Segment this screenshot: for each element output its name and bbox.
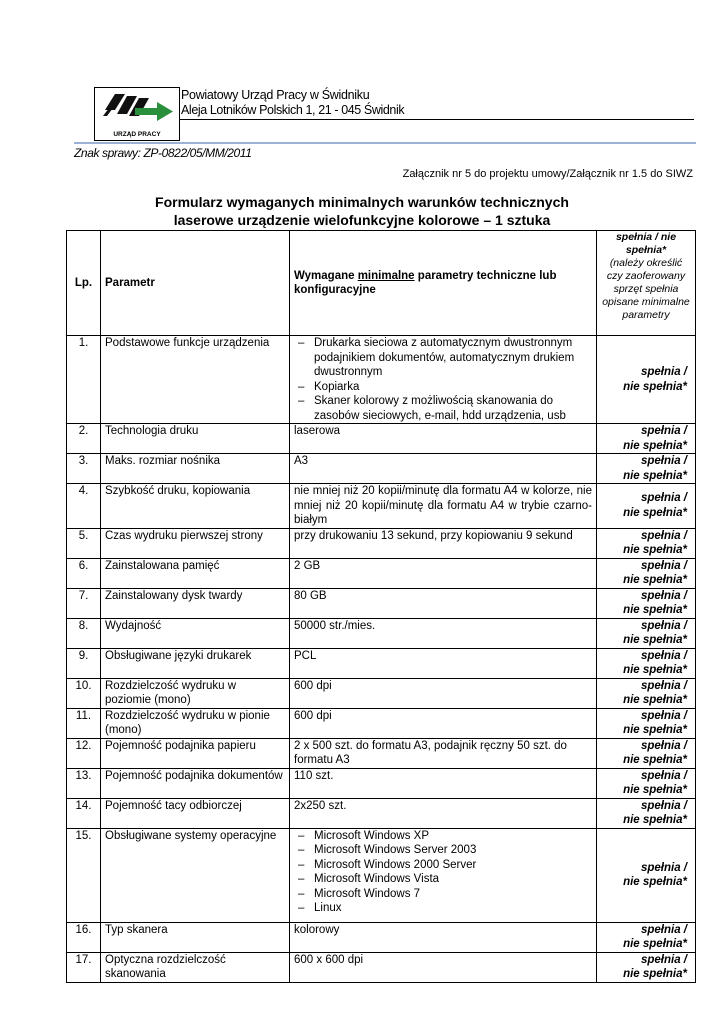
status-yes: spełnia / [640,425,687,437]
attachment-note: Załącznik nr 5 do projektu umowy/Załącznik nr 1.5 do SIWZ [402,168,693,180]
status-no: nie spełnia* [623,784,687,796]
status-no: nie spełnia* [623,439,687,452]
row-requirement: 2 GB [290,558,597,588]
status-yes: spełnia / [640,649,687,662]
status-no: nie spełnia* [623,694,687,706]
row-lp: 16. [67,922,101,952]
status-no: nie spełnia* [623,968,687,980]
row-status [597,528,696,558]
row-lp: 15. [67,828,101,922]
table-row [67,484,696,529]
table-row [67,558,696,588]
table-row [67,424,696,454]
row-parameter: Podstawowe funkcje urządzenia [101,336,290,424]
table-row [67,768,696,798]
status-yes: spełnia / [640,619,687,632]
row-status [597,922,696,952]
row-requirement: przy drukowaniu 13 sekund, przy kopiowaniu 9 sekund [290,528,597,558]
requirement-item: – Linux [294,901,592,916]
row-parameter: Obsługiwane języki drukarek [101,648,290,678]
status-no: nie spełnia* [623,814,687,826]
row-parameter: Maks. rozmiar nośnika [101,454,290,484]
row-requirement: 600 x 600 dpi [290,952,597,982]
status-no: nie spełnia* [623,544,687,556]
req-header-underlined: minimalne [357,269,415,282]
table-row [67,738,696,768]
requirement-item: – Microsoft Windows Vista [294,872,592,887]
table-row [67,336,696,424]
row-status [597,618,696,648]
status-no: nie spełnia* [623,754,687,766]
status-yes: spełnia / [640,492,687,505]
row-requirement: 2x250 szt. [290,798,597,828]
status-no: nie spełnia* [623,380,687,393]
status-yes: spełnia / [640,709,687,722]
row-lp: 14. [67,798,101,828]
row-status [597,798,696,828]
status-no: nie spełnia* [623,876,687,888]
reference-number: Znak sprawy: ZP-0822/05/MM/2011 [74,146,252,160]
row-status [597,828,696,922]
row-lp: 4. [67,484,101,529]
row-lp: 7. [67,588,101,618]
status-header-bold: spełnia / nie spełnia* [615,231,677,256]
row-parameter: Wydajność [101,618,290,648]
status-yes: spełnia / [640,923,687,936]
col-header-status [597,231,696,336]
table-row [67,798,696,828]
table-row [67,828,696,922]
logo [94,87,180,141]
row-status [597,768,696,798]
requirement-list [294,336,592,423]
row-requirement [290,828,597,922]
title-line-2: laserowe urządzenie wielofunkcyjne kolorowe – 1 sztuka [173,212,551,228]
requirement-item: – Drukarka sieciowa z automatycznym dwustronnym podajnikiem dokumentów, automatycznym drukiem dwustronnym [294,336,592,380]
row-lp: 13. [67,768,101,798]
office-address: Aleja Lotników Polskich 1, 21 - 045 Świdnik [181,103,405,117]
requirement-item: – Microsoft Windows Server 2003 [294,843,592,858]
status-header-note: (należy określić czy zaoferowany sprzęt spełnia opisane minimalne parametry [602,257,690,321]
office-name: Powiatowy Urząd Pracy w Świdniku [181,88,370,102]
row-parameter: Rozdzielczość wydruku w pionie (mono) [101,708,290,738]
row-lp: 1. [67,336,101,424]
requirement-item: – Skaner kolorowy z możliwością skanowania do zasobów sieciowych, e-mail, hdd urządzenia, usb [294,394,592,423]
row-lp: 12. [67,738,101,768]
status-yes: spełnia / [640,799,687,812]
status-yes: spełnia / [640,366,687,378]
row-status [597,558,696,588]
table-row [67,454,696,484]
row-status [597,648,696,678]
col-header-param: Parametr [101,231,290,336]
status-no: nie spełnia* [623,938,687,950]
requirement-list [294,829,592,916]
row-requirement: laserowa [290,424,597,454]
status-no: nie spełnia* [623,724,687,736]
col-header-requirements [290,231,597,336]
row-lp: 8. [67,618,101,648]
row-status [597,588,696,618]
title-line-1: Formularz wymaganych minimalnych warunków technicznych [155,194,569,210]
row-parameter: Optyczna rozdzielczość skanowania [101,952,290,982]
status-yes: spełnia / [640,739,687,752]
row-requirement: 50000 str./mies. [290,618,597,648]
row-requirement: A3 [290,454,597,484]
row-parameter: Technologia druku [101,424,290,454]
status-yes: spełnia / [640,529,687,542]
row-parameter: Zainstalowany dysk twardy [101,588,290,618]
row-requirement: PCL [290,648,597,678]
row-status [597,336,696,424]
table-row [67,528,696,558]
row-requirement: 2 x 500 szt. do formatu A3, podajnik ręczny 50 szt. do formatu A3 [290,738,597,768]
table-row [67,952,696,982]
status-yes: spełnia / [640,861,687,874]
table-row [67,708,696,738]
row-status [597,708,696,738]
table-row [67,588,696,618]
status-no: nie spełnia* [623,634,687,646]
status-yes: spełnia / [640,589,687,602]
table-row [67,618,696,648]
requirements-table [66,230,696,983]
row-requirement: 600 dpi [290,708,597,738]
row-lp: 17. [67,952,101,982]
row-status [597,454,696,484]
row-lp: 5. [67,528,101,558]
table-body [67,336,696,983]
status-yes: spełnia / [640,559,687,572]
logo-text: URZĄD PRACY [113,131,161,138]
status-yes: spełnia / [640,953,687,966]
row-parameter: Typ skanera [101,922,290,952]
row-requirement: 110 szt. [290,768,597,798]
status-no: nie spełnia* [623,469,687,482]
row-lp: 10. [67,678,101,708]
col-header-lp: Lp. [67,231,101,336]
row-lp: 11. [67,708,101,738]
row-parameter: Czas wydruku pierwszej strony [101,528,290,558]
row-requirement: 80 GB [290,588,597,618]
table-header-row [67,231,696,336]
row-lp: 2. [67,424,101,454]
status-yes: spełnia / [640,769,687,782]
req-header-post: parametry techniczne lub konfiguracyjne [294,269,557,296]
requirement-item: – Microsoft Windows XP [294,829,592,844]
row-status [597,952,696,982]
row-status [597,484,696,529]
status-no: nie spełnia* [623,574,687,586]
row-requirement: nie mniej niż 20 kopii/minutę dla formatu A4 w kolorze, nie mniej niż 20 kopii/minutę dla formatu A4 w trybie czarno-białym [290,484,597,529]
row-lp: 9. [67,648,101,678]
status-yes: spełnia / [640,455,687,467]
row-parameter: Pojemność podajnika papieru [101,738,290,768]
status-no: nie spełnia* [623,664,687,676]
table-row [67,648,696,678]
table-row [67,922,696,952]
header-rule [74,142,696,144]
row-lp: 6. [67,558,101,588]
page-title [0,193,724,229]
row-requirement: kolorowy [290,922,597,952]
status-yes: spełnia / [640,679,687,692]
row-status [597,424,696,454]
req-header-pre: Wymagane [294,269,358,282]
requirement-item: – Microsoft Windows 7 [294,887,592,902]
row-lp: 3. [67,454,101,484]
requirement-item: – Kopiarka [294,380,592,395]
row-parameter: Szybkość druku, kopiowania [101,484,290,529]
row-parameter: Pojemność tacy odbiorczej [101,798,290,828]
row-status [597,738,696,768]
row-parameter: Obsługiwane systemy operacyjne [101,828,290,922]
status-no: nie spełnia* [623,506,687,519]
status-no: nie spełnia* [623,604,687,616]
header-underline [180,119,694,120]
row-status [597,678,696,708]
row-requirement: 600 dpi [290,678,597,708]
row-parameter: Zainstalowana pamięć [101,558,290,588]
row-requirement [290,336,597,424]
row-parameter: Pojemność podajnika dokumentów [101,768,290,798]
table-row [67,678,696,708]
requirement-item: – Microsoft Windows 2000 Server [294,858,592,873]
row-parameter: Rozdzielczość wydruku w poziomie (mono) [101,678,290,708]
